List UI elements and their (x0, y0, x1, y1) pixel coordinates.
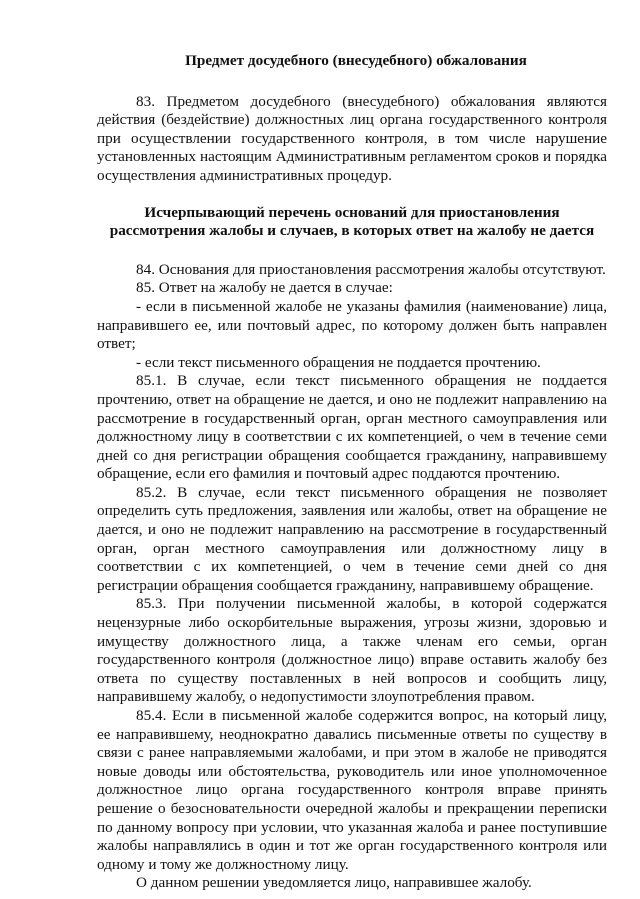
paragraph-final-notice: О данном решении уведомляется лицо, направившее жалобу. (136, 874, 532, 892)
section-heading-appeal-subject: Предмет досудебного (внесудебного) обжалования (185, 52, 527, 69)
document-page (97, 52, 607, 893)
paragraph-85-3: 85.3. При получении письменной жалобы, в которой содержатся нецензурные либо оскорбительные выражения, угрозы жизни, здоровью и имуществу должностного лица, а также членам его семьи, орган государственного контроля (должностное лицо) вправе оставить жалобу без ответа по существу поставленных в ней вопросов и сообщить лицу, направившему жалобу, о недопустимости злоупотребления правом. (97, 595, 607, 706)
paragraph-84: 84. Основания для приостановления рассмотрения жалобы отсутствуют. (136, 260, 606, 278)
paragraph-85: 85. Ответ на жалобу не дается в случае: (136, 279, 393, 297)
paragraph-85-1: 85.1. В случае, если текст письменного обращения не поддается прочтению, ответ на обращение не дается, и оно не подлежит направлению на рассмотрение в государственный орган, орган местного самоуправления или должностному лицу в соответствии с их компетенцией, о чем в течение семи дней со дня регистрации обращения сообщается гражданину, направившему обращение, если его фамилия и почтовый адрес поддаются прочтению. (97, 372, 607, 483)
paragraph-85-item-b: - если текст письменного обращения не поддается прочтению. (136, 353, 541, 371)
paragraph-85-2: 85.2. В случае, если текст письменного обращения не позволяет определить суть предложения, заявления или жалобы, ответ на обращение не дается, и оно не подлежит направлению на рассмотрение в государственный орган, орган местного самоуправления или должностному лицу в соответствии с их компетенцией, о чем в течение семи дней со дня регистрации обращения сообщается гражданину, направившему обращение. (97, 483, 607, 594)
paragraph-85-4: 85.4. Если в письменной жалобе содержится вопрос, на который лицу, ее направившему, неоднократно давались письменные ответы по существу в связи с ранее направляемыми жалобами, и при этом в жалобе не приводятся новые доводы или обстоятельства, руководитель или иное уполномоченное должностное лицо органа государственного контроля вправе принять решение о безосновательности очередной жалобы и прекращении переписки по данному вопросу при условии, что указанная жалоба и ранее поступившие жалобы направлялись в один и тот же орган государственного контроля или одному и тому же должностному лицу. (97, 707, 607, 873)
paragraph-85-item-a: - если в письменной жалобе не указаны фамилия (наименование) лица, направившего ее, или почтовый адрес, по которому должен быть направлен ответ; (97, 297, 607, 353)
paragraph-83: 83. Предметом досудебного (внесудебного) обжалования являются действия (бездействие) должностных лиц органа государственного контроля при осуществлении государственного контроля, в том числе нарушение установленных настоящим Административным регламентом сроков и порядка осуществления административных процедур. (97, 92, 607, 184)
section-heading-grounds: Исчерпывающий перечень оснований для приостановления рассмотрения жалобы и случаев, в которых ответ на жалобу не дается (109, 203, 595, 240)
